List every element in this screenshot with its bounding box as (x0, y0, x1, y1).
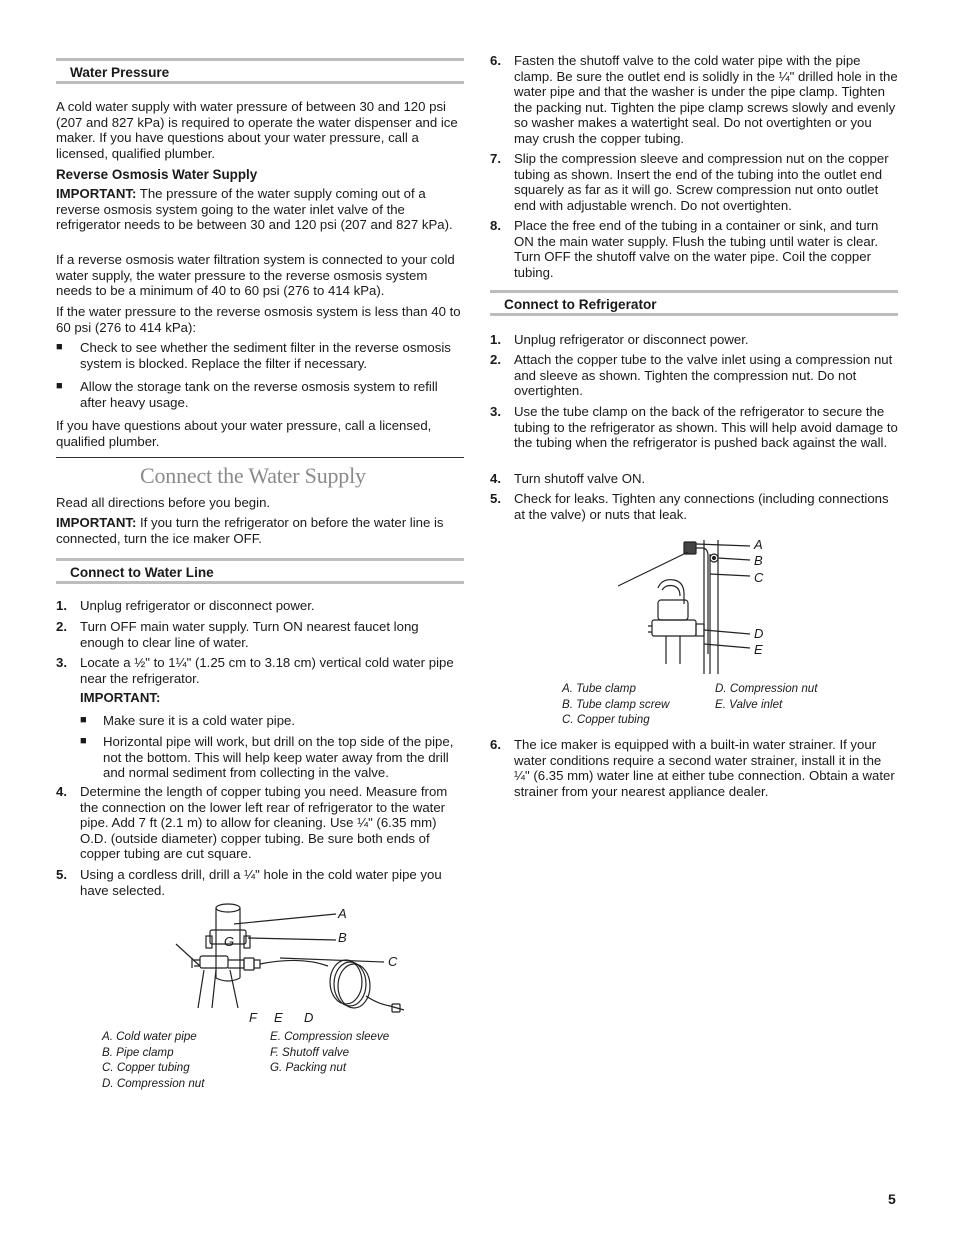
step-number: 2. (490, 352, 501, 367)
page-number: 5 (888, 1191, 896, 1207)
important-label: IMPORTANT: (56, 515, 137, 530)
figure-label-c: C (388, 954, 398, 969)
caption: C. Copper tubing (102, 1061, 190, 1074)
step-number: 6. (490, 53, 501, 68)
important-label: IMPORTANT: (56, 186, 137, 201)
important-text: If you turn the refrigerator on before the water line is connected, turn the ice maker OFF. (56, 515, 444, 546)
figure-label-a: A (754, 537, 763, 552)
figure-label-a: A (338, 906, 347, 921)
water-pressure-intro: A cold water supply with water pressure of between 30 and 120 psi (207 and 827 kPa) is required to operate the water dispenser and ice maker. If you have questions about your water pressure, call a licensed, qualified plumber. (56, 99, 458, 161)
caption: C. Copper tubing (562, 713, 650, 726)
step-number: 5. (56, 867, 67, 882)
caption: B. Tube clamp screw (562, 697, 670, 711)
figure-label-e: E (274, 1010, 283, 1025)
step-number: 5. (490, 491, 501, 506)
step-text: Place the free end of the tubing in a container or sink, and turn ON the main water supply. Flush the tubing until water is clear. Turn OFF the shutoff valve on the water pipe. Coil the copper tubing. (514, 218, 879, 280)
water-line-heading: Connect to Water Line (70, 565, 214, 580)
step-number: 2. (56, 619, 67, 634)
connect-supply-important (56, 515, 464, 546)
figure-label-c: C (754, 570, 764, 585)
bullet-text: Make sure it is a cold water pipe. (103, 713, 296, 728)
caption: B. Pipe clamp (102, 1045, 174, 1059)
bullet-text: Horizontal pipe will work, but drill on the top side of the pipe, not the bottom. This will help keep water away from the drill and normal sediment from collecting in the valve. (103, 734, 454, 781)
step-text: The ice maker is equipped with a built-in water strainer. If your water conditions require a second water strainer, install it in the ¼" (6.35 mm) water line at either tube connection. Obtain a water strainer from your nearest appliance dealer. (514, 737, 895, 799)
figure-label-g: G (224, 934, 235, 949)
figure-label-e: E (754, 642, 763, 657)
read-all-directions: Read all directions before you begin. (56, 495, 271, 510)
water-pressure-heading: Water Pressure (70, 65, 170, 80)
step-text: Locate a ½" to 1¼" (1.25 cm to 3.18 cm) vertical cold water pipe near the refrigerator. (80, 655, 454, 686)
figure-label-b: B (754, 553, 763, 568)
refrigerator-captions-left (562, 681, 669, 728)
step-number: 8. (490, 218, 501, 233)
reverse-osmosis-important (56, 186, 464, 233)
step-text: Turn shutoff valve ON. (514, 471, 646, 486)
figure-label-b: B (338, 930, 347, 945)
step-text: Turn OFF main water supply. Turn ON nearest faucet long enough to clear line of water. (80, 619, 419, 650)
caption: D. Compression nut (715, 682, 818, 695)
reverse-osmosis-paragraph-3: If the water pressure to the reverse osmosis system is less than 40 to 60 psi (276 to 414 kPa): (56, 304, 461, 335)
step-number: 1. (490, 332, 501, 347)
step-text: Unplug refrigerator or disconnect power. (80, 598, 315, 613)
caption: A. Cold water pipe (102, 1030, 197, 1043)
page-title: Connect the Water Supply (140, 463, 366, 488)
refrigerator-captions-right (715, 681, 817, 712)
water-line-heading-bar (56, 558, 464, 584)
reverse-osmosis-paragraph-2: If a reverse osmosis water filtration system is connected to your cold water supply, the water pressure to the reverse osmosis system needs to be a minimum of 40 to 60 psi (276 to 414 kPa). (56, 252, 455, 299)
step-number: 1. (56, 598, 67, 613)
step-text: Use the tube clamp on the back of the refrigerator to secure the tubing to the refrigerator as shown. This will help avoid damage to the tubing when the refrigerator is pushed back against the wall. (514, 404, 898, 451)
step-text: Determine the length of copper tubing you need. Measure from the connection on the lower left rear of refrigerator to the water pipe. Add 7 ft (2.1 m) to allow for cleaning. Use ¼" (6.35 mm) O.D. (outside diameter) copper tubing. Be sure both ends of copper tubing are cut square. (80, 784, 448, 862)
step-number: 4. (490, 471, 501, 486)
figure-label-d: D (304, 1010, 314, 1025)
caption: D. Compression nut (102, 1076, 205, 1090)
water-line-captions-right (270, 1029, 389, 1076)
bullet-text: Check to see whether the sediment filter in the reverse osmosis system is blocked. Replace the filter if necessary. (80, 340, 451, 371)
section-divider (56, 457, 464, 458)
step-text: Check for leaks. Tighten any connections (including connections at the valve) or nuts that leak. (514, 491, 889, 522)
figure-label-d: D (754, 626, 764, 641)
refrigerator-diagram (618, 534, 778, 676)
step-text: Slip the compression sleeve and compression nut on the copper tubing as shown. Insert the end of the tubing into the outlet end squarely as far as it will go. Screw compression nut onto outlet end with adjustable wrench. Do not overtighten. (514, 151, 889, 213)
water-line-captions-left (102, 1029, 204, 1091)
caption: E. Valve inlet (715, 697, 783, 711)
caption: E. Compression sleeve (270, 1030, 390, 1043)
refrigerator-heading: Connect to Refrigerator (504, 297, 657, 312)
bullet-icon: ■ (80, 714, 87, 726)
refrigerator-heading-bar (490, 290, 898, 316)
bullet-text: Allow the storage tank on the reverse osmosis system to refill after heavy usage. (80, 379, 438, 410)
important-text: The pressure of the water supply coming out of a reverse osmosis system going to the water inlet valve of the refrigerator needs to be between 30 and 120 psi (207 and 827 kPa). (56, 186, 453, 233)
step-text: Fasten the shutoff valve to the cold water pipe with the pipe clamp. Be sure the outlet end is solidly in the ¼" drilled hole in the water pipe and that the washer is under the pipe clamp. Tighten the packing nut. Tighten the pipe clamp screws slowly and evenly so washer makes a watertight seal. Do not overtighten or you may crush the copper tubing. (514, 53, 898, 146)
water-pressure-heading-bar (56, 58, 464, 84)
step-text: Unplug refrigerator or disconnect power. (514, 332, 749, 347)
step-number: 3. (56, 655, 67, 670)
step-number: 4. (56, 784, 67, 799)
caption: G. Packing nut (270, 1061, 347, 1074)
step-text: Using a cordless drill, drill a ¼" hole in the cold water pipe you have selected. (80, 867, 442, 898)
water-pressure-closing: If you have questions about your water pressure, call a licensed, qualified plumber. (56, 418, 432, 449)
step-number: 3. (490, 404, 501, 419)
step-text: Attach the copper tube to the valve inlet using a compression nut and sleeve as shown. Tighten the compression nut. Do not overtighten. (514, 352, 893, 399)
step-number: 7. (490, 151, 501, 166)
caption: A. Tube clamp (562, 682, 636, 695)
step-number: 6. (490, 737, 501, 752)
water-line-diagram (160, 900, 420, 1028)
important-label: IMPORTANT: (80, 690, 161, 705)
bullet-icon: ■ (56, 380, 63, 392)
bullet-icon: ■ (56, 341, 63, 353)
reverse-osmosis-subheading: Reverse Osmosis Water Supply (56, 167, 258, 182)
caption: F. Shutoff valve (270, 1045, 350, 1059)
bullet-icon: ■ (80, 735, 87, 747)
figure-label-f: F (249, 1010, 257, 1025)
